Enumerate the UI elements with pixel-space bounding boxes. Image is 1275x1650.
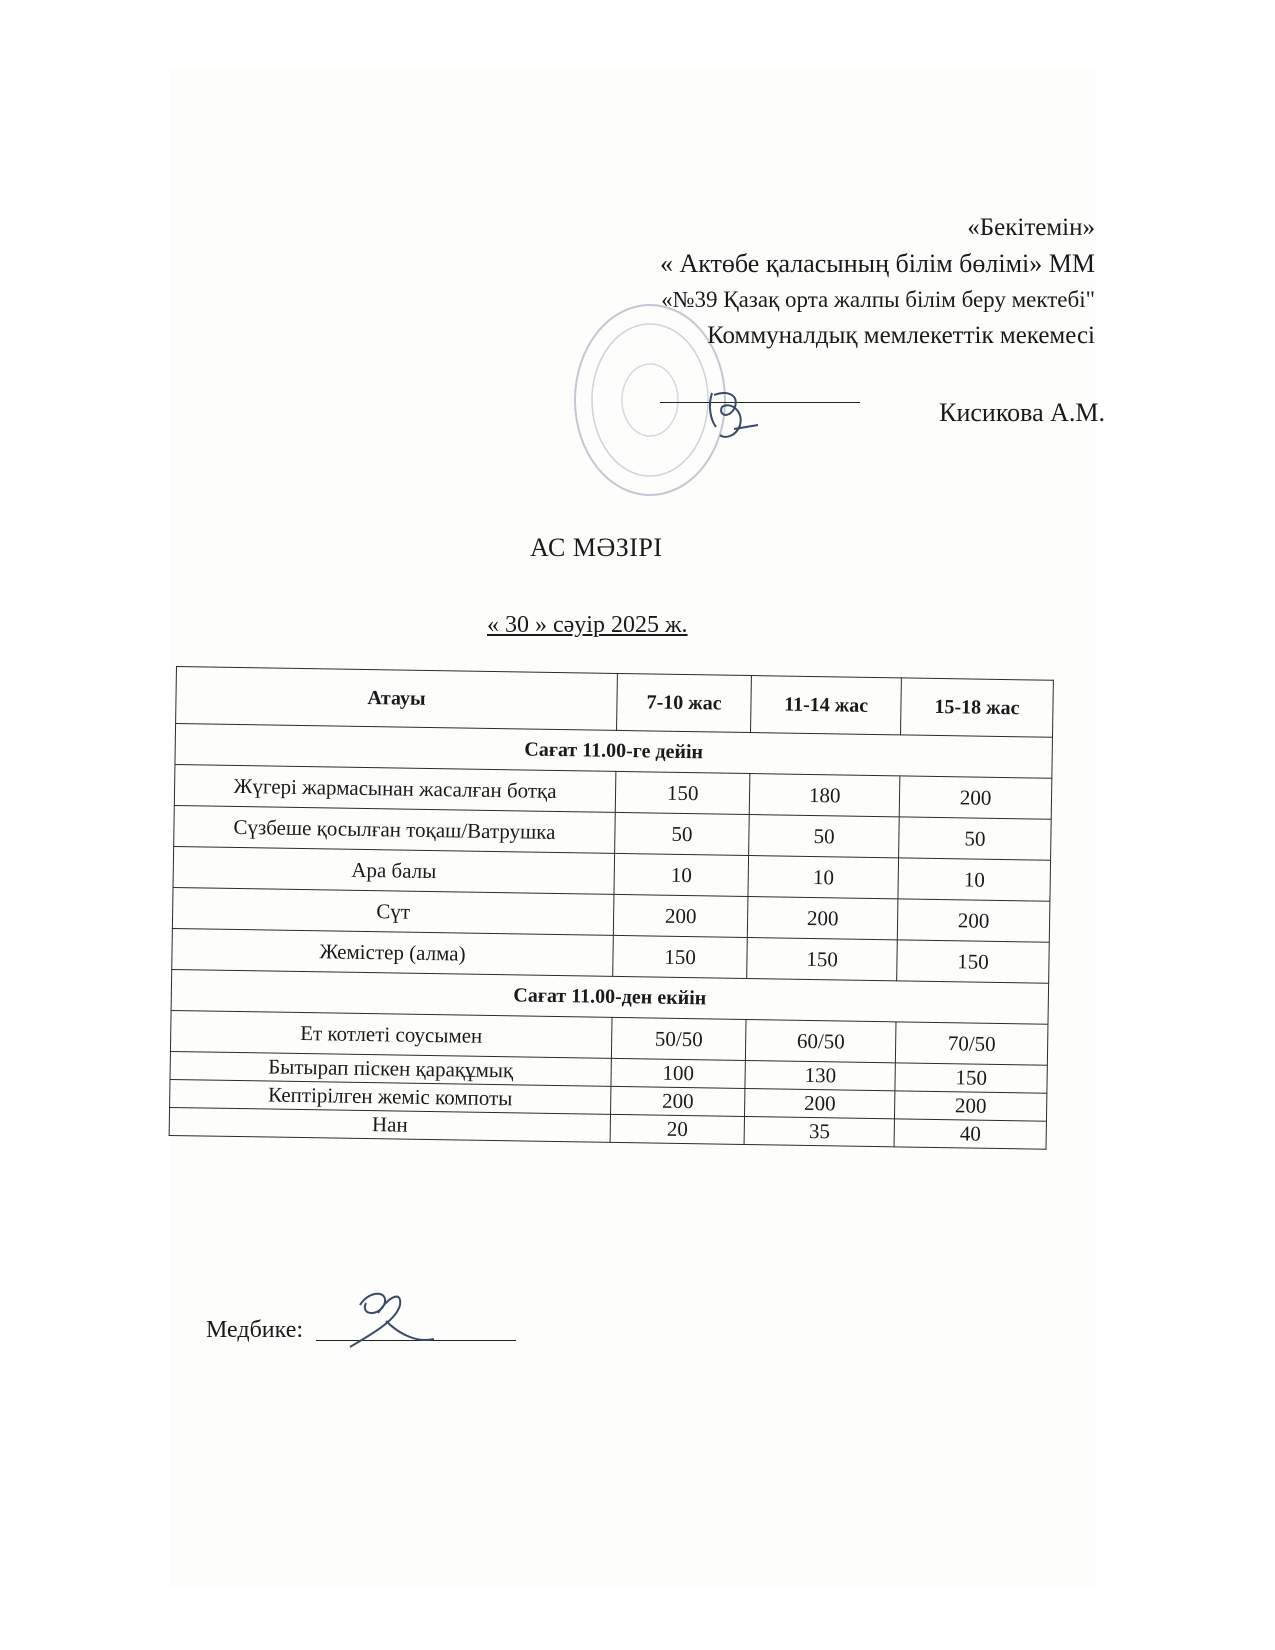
item-qty: 150 [613,935,748,978]
director-name: Кисикова А.М. [939,398,1105,427]
item-name: Жүгері жармасынан жасалған ботқа [174,764,616,812]
item-qty: 50/50 [611,1017,746,1060]
approval-department: « Актөбе қаласының білім бөлімі» ММ [659,249,1095,278]
nurse-label: Медбике: [206,1317,304,1343]
item-qty: 150 [747,938,898,981]
header-age-15-18: 15-18 жас [901,678,1054,737]
nurse-signature-icon [330,1285,440,1355]
menu-table [169,666,1054,1150]
section-before-11: Сағат 11.00-ге дейін [175,724,1053,779]
item-qty: 100 [611,1058,746,1088]
item-qty: 200 [611,1086,746,1116]
director-signature-icon [700,385,770,445]
approval-heading: «Бекітемін» [967,214,1095,241]
item-qty: 10 [614,853,749,896]
item-qty: 70/50 [895,1022,1048,1065]
item-name: Бытырап піскен қарақұмық [170,1051,611,1086]
item-qty: 200 [613,894,748,937]
item-qty: 60/50 [746,1020,897,1063]
item-name: Ет котлеті соусымен [170,1010,612,1058]
page-title: АС МӘЗІРІ [530,533,663,562]
item-qty: 200 [895,1091,1047,1121]
item-name: Кептірілген жеміс компоты [170,1079,611,1114]
item-qty: 50 [899,817,1052,860]
item-qty: 150 [895,1063,1047,1093]
approval-block [660,210,1095,354]
item-qty: 200 [748,897,899,940]
item-qty: 200 [897,899,1050,942]
approval-institution: Коммуналдық мемлекеттік мекемесі [707,322,1095,349]
item-name: Жемістер (алма) [172,928,614,976]
menu-date: « 30 » сәуір 2025 ж. [487,612,688,638]
item-qty: 10 [898,858,1051,901]
item-name: Сүт [172,887,614,935]
item-qty: 50 [749,815,900,858]
approval-school: «№39 Қазақ орта жалпы білім беру мектебі" [661,287,1095,312]
item-qty: 10 [748,856,899,899]
item-name: Сүзбеше қосылған тоқаш/Ватрушка [174,805,616,853]
item-name: Ара балы [173,846,615,894]
item-qty: 40 [894,1119,1046,1149]
header-name: Атауы [176,667,618,731]
item-qty: 180 [749,774,900,817]
header-age-7-10: 7-10 жас [617,673,752,732]
item-qty: 20 [610,1114,745,1144]
item-name: Нан [169,1107,610,1142]
item-qty: 150 [897,940,1050,983]
item-qty: 150 [615,771,750,814]
item-qty: 130 [745,1060,895,1090]
item-qty: 50 [615,812,750,855]
item-qty: 200 [899,776,1052,819]
item-qty: 35 [744,1116,894,1146]
header-age-11-14: 11-14 жас [751,676,902,735]
item-qty: 200 [745,1088,895,1118]
section-after-11: Сағат 11.00-ден екйін [171,969,1049,1024]
